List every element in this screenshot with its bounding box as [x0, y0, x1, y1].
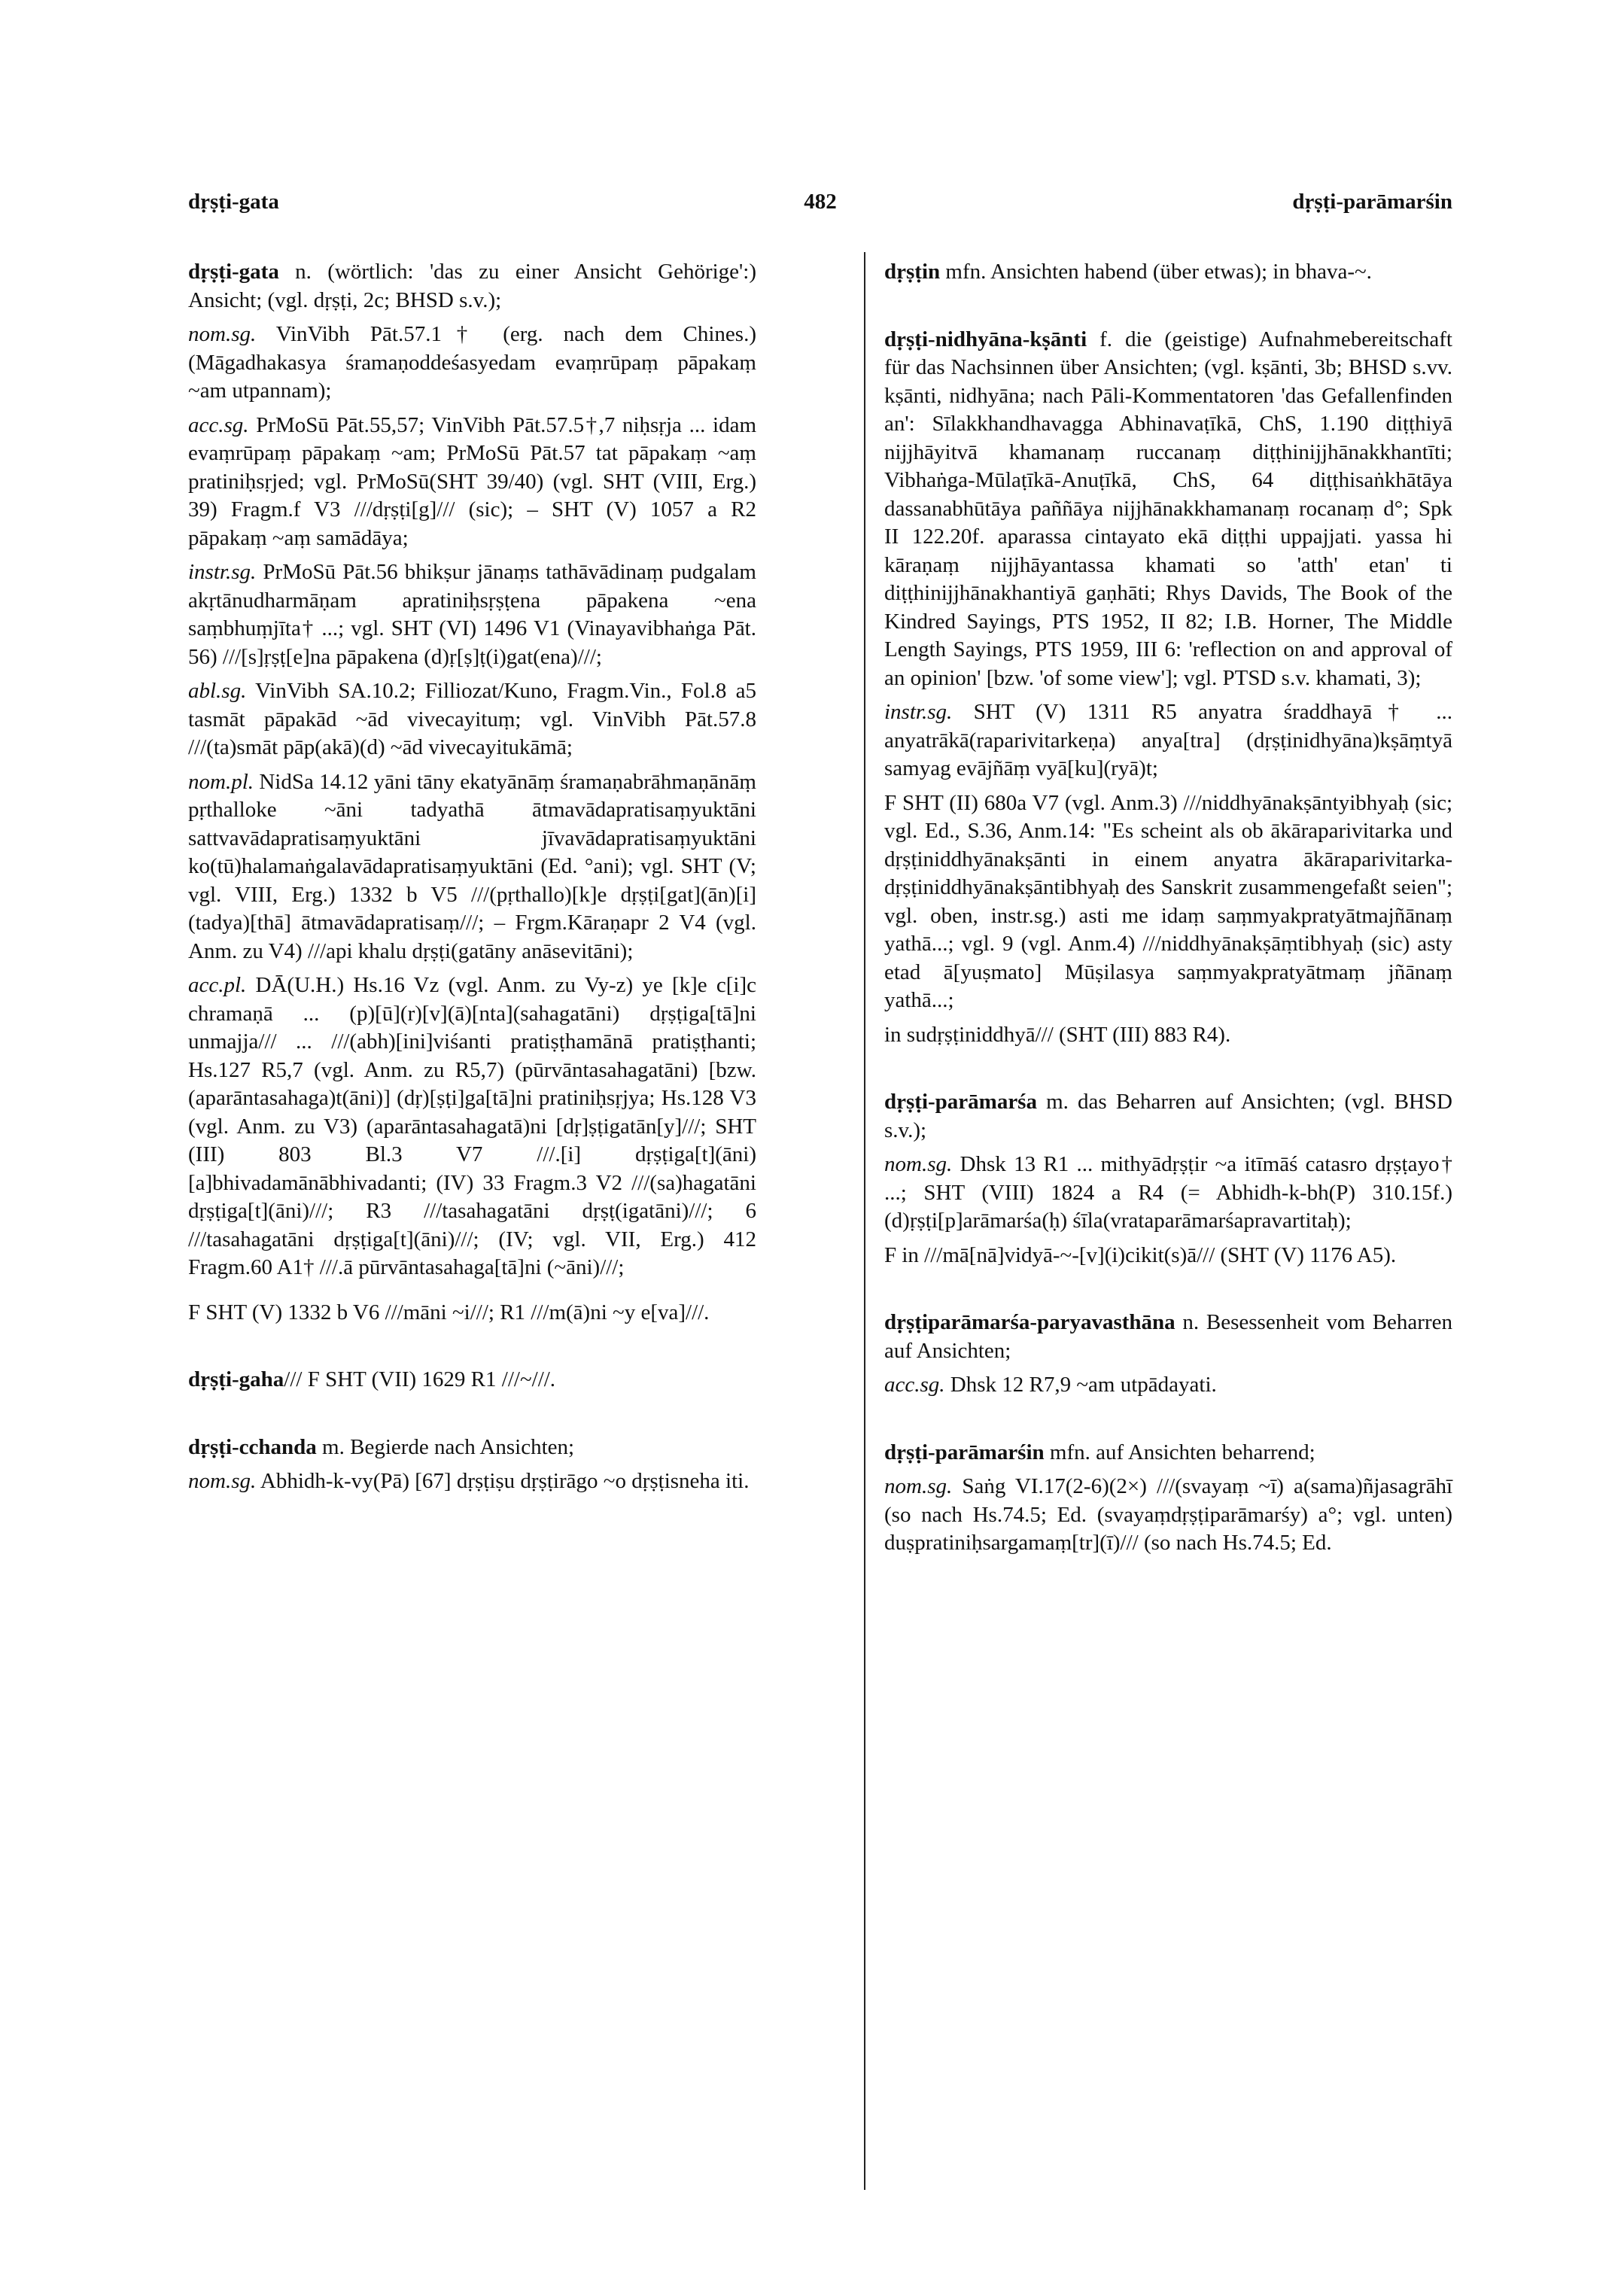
entry-definition: n. (wörtlich: 'das zu einer Ansicht Gehörige':) Ansicht; (vgl. dṛṣṭi, 2c; BHSD s.v.); — [188, 260, 756, 312]
case-label: nom.sg. — [884, 1474, 953, 1498]
dictionary-entry — [884, 1439, 1452, 1558]
citation-text: F in ///mā[nā]vidyā-~-[v](i)cikit(s)ā/// (SHT (V) 1176 A5). — [884, 1242, 1397, 1267]
citation-text: Dhsk 13 R1 ... mithyādṛṣṭir ~a itīmāś catasro dṛṣṭayo† ...; SHT (VIII) 1824 a R4 (= Abhidh-k-bh(P) 310.15f.) (d)ṛṣṭi[p]arāmarśa(ḥ) śīla(vrataparāmarśapravartitaḥ); — [884, 1152, 1452, 1233]
case-label: instr.sg. — [884, 700, 953, 724]
dictionary-entry — [188, 258, 756, 1327]
citation-text: Dhsk 12 R7,9 ~am utpādayati. — [944, 1373, 1217, 1397]
case-label: acc.sg. — [188, 412, 249, 437]
citation-text: F SHT (II) 680a V7 (vgl. Anm.3) ///niddhyānakṣāntyibhyaḥ (sic; vgl. Ed., S.36, Anm.14: "Es scheint als ob ākāraparivitarka und dṛṣṭiniddhyānakṣānti in einem anyatra ākāraparivitarka-dṛṣṭiniddhyānakṣāntibhyaḥ des Sanskrit zusammengefaßt seien"; vgl. oben, instr.sg.) asti me idaṃ saṃmyakpratyātmajñānaṃ yathā...; vgl. 9 (vgl. Anm.4) ///niddhyānakṣāṃtibhyaḥ (sic) asty etad ā[yuṣmato] Mūṣilasya saṃmyakpratyātmaṃ jñānaṃ yathā...; — [884, 790, 1452, 1012]
running-header — [188, 190, 1452, 220]
entry-headword: dṛṣṭin — [884, 260, 941, 284]
citation-text: VinVibh Pāt.57.1† (erg. nach dem Chines.) (Māgadhakasya śramaṇoddeśasyedam evaṃrūpaṃ pāpakaṃ ~am utpannam); — [188, 322, 756, 403]
case-label: nom.sg. — [188, 1469, 257, 1493]
citation-text: SHT (V) 1311 R5 anyatra śraddhayā† ... anyatrākā(raparivitarkeṇa) anya[tra] (dṛṣṭinidhyāna)kṣāṃtyā samyag evājñāṃ vyā[ku](ryā)t; — [884, 700, 1452, 780]
citation-text: VinVibh SA.10.2; Filliozat/Kuno, Fragm.Vin., Fol.8 a5 tasmāt pāpakād ~ād vivecayituṃ; vgl. VinVibh Pāt.57.8 ///(ta)smāt pāp(akā)(d) ~ād vivecayitukāmā; — [188, 679, 756, 759]
entry-headword: dṛṣṭiparāmarśa-paryavasthāna — [884, 1310, 1176, 1334]
citation-text: NidSa 14.12 yāni tāny ekatyānāṃ śramaṇabrāhmaṇānāṃ pṛthalloke ~āni tadyathā ātmavādapratisaṃyuktāni sattvavādapratisaṃyuktāni jīvavādapratisaṃyuktāni ko(tū)halamaṅgalavādapratisaṃyuktāni (Ed. °ani); vgl. SHT (V; vgl. VIII, Erg.) 1332 b V5 ///(pṛthallo)[k]e dṛṣṭi[gat](ān)[i] (tadya)[thā] ātmavādapratisaṃ///; – Frgm.Kāraṇapr 2 V4 (vgl. Anm. zu V4) ///api khalu dṛṣṭi(gatāny anāsevitāni); — [188, 769, 756, 963]
right-column — [884, 252, 1452, 1558]
case-label: nom.sg. — [188, 322, 257, 346]
left-column — [188, 252, 756, 1496]
column-divider — [864, 252, 865, 2190]
dictionary-entry — [188, 1366, 756, 1394]
dictionary-entry — [884, 1309, 1452, 1400]
case-label: abl.sg. — [188, 679, 247, 703]
entry-headword: dṛṣṭi-gaha — [188, 1367, 284, 1391]
dictionary-entry — [884, 326, 1452, 1050]
case-label: acc.sg. — [884, 1373, 945, 1397]
entry-headword: dṛṣṭi-gata — [188, 260, 279, 284]
case-label: nom.pl. — [188, 769, 254, 794]
entry-definition: n. Besessenheit vom Beharren auf Ansichten; — [884, 1310, 1452, 1363]
page-number: 482 — [804, 190, 837, 214]
header-right-headword: dṛṣṭi-parāmarśin — [1292, 190, 1452, 214]
dictionary-entry — [884, 258, 1452, 287]
citation-text: DĀ(U.H.) Hs.16 Vz (vgl. Anm. zu Vy-z) ye [k]e c[i]c chramaṇā ... (p)[ū](r)[v](ā)[nta](sahagatāni) dṛṣṭiga[tā]ni unmajja/// ... ///(abh)[ini]viśanti pratiṣṭhamānā pratiṣṭhanti; Hs.127 R5,7 (vgl. Anm. zu R5,7) (pūrvāntasahagatāni) [bzw. (aparāntasahaga)t(āni)] (dṛ)[ṣṭi]ga[tā]ni pratiniḥsṛjya; Hs.128 V3 (vgl. Anm. zu V3) (aparāntasahagatā)ni [dṛ]ṣṭigatān[y]///; SHT (III) 803 Bl.3 V7 ///.[i] dṛṣṭiga[t](āni) [a]bhivadamānābhivadanti; (IV) 33 Fragm.3 V2 ///(sa)hagatāni dṛṣṭiga[t](āni)///; R3 ///tasahagatāni dṛṣṭ(igatāni)///; 6 ///tasahagatāni dṛṣṭiga[t](āni)///; (IV; vgl. VII, Erg.) 412 Fragm.60 A1† ///.ā pūrvāntasahaga[tā]ni (~āni)///; — [188, 973, 756, 1279]
entry-headword: dṛṣṭi-cchanda — [188, 1434, 317, 1459]
case-label: nom.sg. — [884, 1152, 953, 1176]
entry-headword: dṛṣṭi-parāmarśin — [884, 1440, 1045, 1464]
citation-text: PrMoSū Pāt.55,57; VinVibh Pāt.57.5†,7 niḥsṛja ... idam evaṃrūpaṃ pāpakaṃ ~am; PrMoSū Pāt.57 tat pāpakaṃ ~aṃ pratiniḥsṛjed; vgl. PrMoSū(SHT 39/40) (vgl. SHT (VIII, Erg.) 39) Fragm.f V3 ///dṛṣṭi[g]/// (sic); – SHT (V) 1057 a R2 pāpakaṃ ~aṃ samādāya; — [188, 412, 756, 550]
dictionary-entry — [884, 1088, 1452, 1270]
header-left-headword: dṛṣṭi-gata — [188, 190, 279, 214]
entry-headword: dṛṣṭi-parāmarśa — [884, 1090, 1037, 1114]
entry-definition: m. das Beharren auf Ansichten; (vgl. BHSD s.v.); — [884, 1090, 1452, 1142]
entry-definition: f. die (geistige) Aufnahmebereitschaft für das Nachsinnen über Ansichten; (vgl. kṣānti, 3b; BHSD s.vv. kṣānti, nidhyāna; nach Pāli-Kommentatoren 'das Gefallenfinden an': Sīlakkhandhavagga Abhinavaṭīkā, ChS, 1.190 diṭṭhiyā nijjhāyitvā khamanaṃ ruccanaṃ diṭṭhinijjhānakkhantīti; Vibhaṅga-Mūlaṭīkā-Anuṭīkā, ChS, 64 diṭṭhisaṅkhātāya dassanabhūtāya paññāya nijjhānakkhamanaṃ rocanaṃ d°; Spk II 122.20f. aparassa cintayato ekā diṭṭhi uppajjati. yassa hi kāraṇaṃ nijjhāyantassa khamati so 'atth' etan' ti diṭṭhinijjhānakhantiyā gaṇhāti; Rhys Davids, The Book of the Kindred Sayings, PTS 1952, II 82; I.B. Horner, The Middle Length Sayings, PTS 1959, III 6: 'reflection on and approval of an opinion' [bzw. 'of some view']; vgl. PTSD s.v. khamati, 3); — [884, 327, 1452, 690]
case-label: acc.pl. — [188, 973, 247, 997]
entry-headword: dṛṣṭi-nidhyāna-kṣānti — [884, 327, 1087, 351]
dictionary-entry — [188, 1434, 756, 1496]
citation-text: Saṅg VI.17(2-6)(2×) ///(svayaṃ ~ī) a(sama)ñjasagrāhī (so nach Hs.74.5; Ed. (svayaṃdṛṣṭiparāmarśy) a°; vgl. unten) duṣpratiniḥsargamaṃ[tr](ī)/// (so nach Hs.74.5; Ed. — [884, 1474, 1452, 1555]
entry-definition: /// F SHT (VII) 1629 R1 ///~///. — [284, 1367, 556, 1391]
entry-definition: mfn. Ansichten habend (über etwas); in bhava-~. — [940, 260, 1372, 284]
case-label: instr.sg. — [188, 560, 257, 584]
citation-text: in sudṛṣṭiniddhyā/// (SHT (III) 883 R4). — [884, 1022, 1231, 1047]
citation-text: PrMoSū Pāt.56 bhikṣur jānaṃs tathāvādinaṃ pudgalam akṛtānudharmāṇam apratiniḥsṛṣṭena pāpakena ~ena saṃbhuṃjīta† ...; vgl. SHT (VI) 1496 V1 (Vinayavibhaṅga Pāt. 56) ///[s]ṛṣṭ[e]na pāpakena (d)ṛ[ṣ]ṭ(i)gat(ena)///; — [188, 560, 756, 669]
entry-definition: mfn. auf Ansichten beharrend; — [1044, 1440, 1315, 1464]
entry-definition: m. Begierde nach Ansichten; — [316, 1434, 575, 1459]
citation-text: F SHT (V) 1332 b V6 ///māni ~i///; R1 ///m(ā)ni ~y e[va]///. — [188, 1300, 710, 1324]
citation-text: Abhidh-k-vy(Pā) [67] dṛṣṭiṣu dṛṣṭirāgo ~o dṛṣṭisneha iti. — [256, 1469, 750, 1493]
